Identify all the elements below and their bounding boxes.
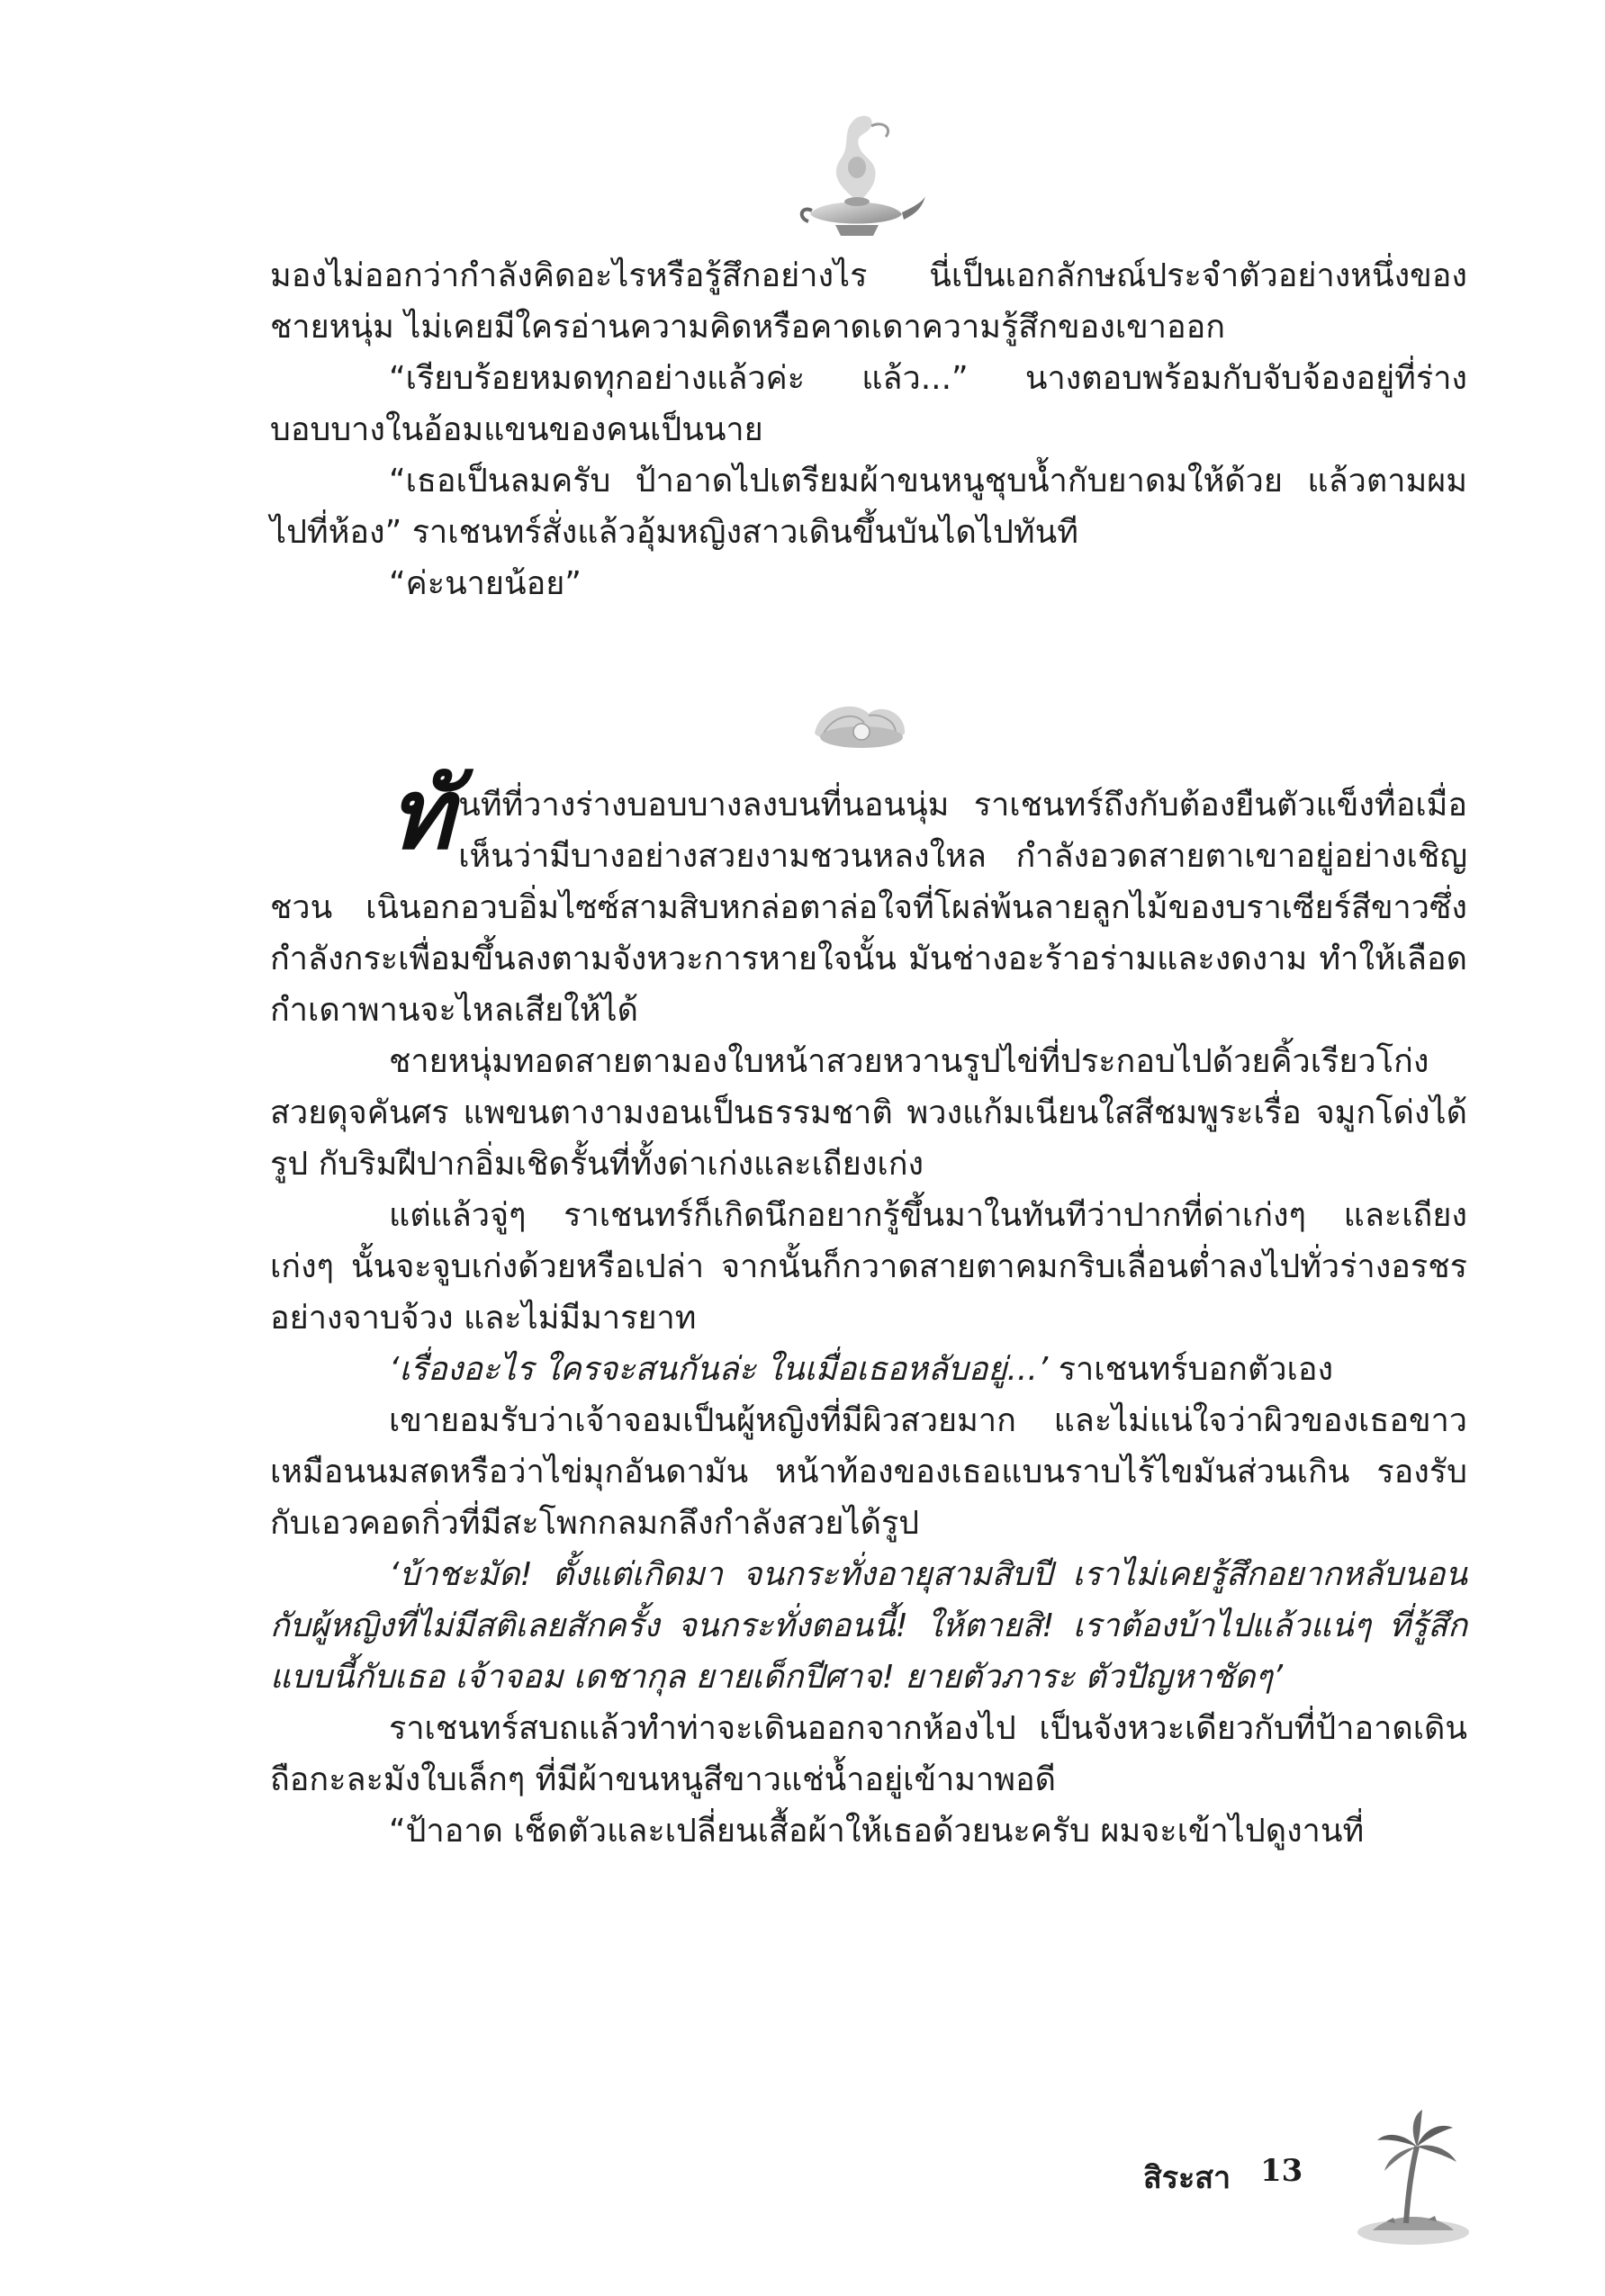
paragraph: “เธอเป็นลมครับ ป้าอาดไปเตรียมผ้าขนหนูชุบน้ำกับยาดมให้ด้วย แล้วตามผมไปที่ห้อง” ราเชนทร์สั่งแล้วอุ้มหญิงสาวเดินขึ้นบันไดไปทันที	[270, 463, 1467, 551]
palm-island-icon	[1341, 2106, 1476, 2250]
paragraph: แต่แล้วจู่ๆ ราเชนทร์ก็เกิดนึกอยากรู้ขึ้นมาในทันทีว่าปากที่ด่าเก่งๆ และเถียงเก่งๆ นั้นจะจูบเก่งด้วยหรือเปล่า จากนั้นก็กวาดสายตาคมกริบเลื่อนต่ำลงไปทั่วร่างอรชรอย่างจาบจ้วง และไม่มีมารยาท	[270, 1197, 1467, 1337]
text-block-main	[270, 758, 1467, 1857]
paragraph: “ค่ะนายน้อย”	[389, 565, 582, 602]
paragraph: “เรียบร้อยหมดทุกอย่างแล้วค่ะ แล้ว...” นางตอบพร้อมกับจับจ้องอยู่ที่ร่างบอบบางในอ้อมแขนของคนเป็นนาย	[270, 360, 1467, 448]
paragraph: เขายอมรับว่าเจ้าจอมเป็นผู้หญิงที่มีผิวสวยมาก และไม่แน่ใจว่าผิวของเธอขาวเหมือนนมสดหรือว่าไข่มุกอันดามัน หน้าท้องของเธอแบนราบไร้ไขมันส่วนเกิน รองรับกับเอวคอดกิ่วที่มีสะโพกกลมกลึงกำลังสวยได้รูป	[270, 1402, 1467, 1542]
genie-lamp-icon	[792, 108, 927, 252]
paragraph: มองไม่ออกว่ากำลังคิดอะไรหรือรู้สึกอย่างไร นี่เป็นเอกลักษณ์ประจำตัวอย่างหนึ่งของชายหนุ่ม ไม่เคยมีใครอ่านความคิดหรือคาดเดาความรู้สึกของเขาออก	[270, 257, 1467, 346]
pearl-shell-icon	[806, 698, 914, 761]
inner-thought-paragraph: ‘บ้าชะมัด! ตั้งแต่เกิดมา จนกระทั่งอายุสามสิบปี เราไม่เคยรู้สึกอยากหลับนอนกับผู้หญิงที่ไม่มีสติเลยสักครั้ง จนกระทั่งตอนนี้! ให้ตายสิ! เราต้องบ้าไปแล้วแน่ๆ ที่รู้สึกแบบนี้กับเธอ เจ้าจอม เดชากุล ยายเด็กปีศาจ! ยายตัวภาระ ตัวปัญหาชัดๆ’	[270, 1556, 1467, 1696]
drop-cap: ทั	[389, 758, 454, 871]
footer-book-title: สิระสา	[1143, 2160, 1231, 2196]
paragraph-dropcap	[270, 758, 1467, 1036]
paragraph-text: นทีที่วางร่างบอบบางลงบนที่นอนนุ่ม ราเชนทร์ถึงกับต้องยืนตัวแข็งทื่อเมื่อเห็นว่ามีบางอย่างสวยงามชวนหลงใหล กำลังอวดสายตาเขาอยู่อย่างเชิญชวน เนินอกอวบอิ่มไซซ์สามสิบหกล่อตาล่อใจที่โผล่พ้นลายลูกไม้ของบราเซียร์สีขาวซึ่งกำลังกระเพื่อมขึ้นลงตามจังหวะการหายใจนั้น มันช่างอะร้าอร่ามและงดงาม ทำให้เลือดกำเดาพานจะไหลเสียให้ได้	[270, 787, 1467, 1029]
text-block-top	[270, 250, 1467, 609]
page-number: 13	[1260, 2153, 1303, 2189]
paragraph: ราเชนทร์สบถแล้วทำท่าจะเดินออกจากห้องไป เป็นจังหวะเดียวกับที่ป้าอาดเดินถือกะละมังใบเล็กๆ ที่มีผ้าขนหนูสีขาวแช่น้ำอยู่เข้ามาพอดี	[270, 1710, 1467, 1798]
paragraph: ชายหนุ่มทอดสายตามองใบหน้าสวยหวานรูปไข่ที่ประกอบไปด้วยคิ้วเรียวโก่งสวยดุจคันศร แพขนตางามงอนเป็นธรรมชาติ พวงแก้มเนียนใสสีชมพูระเรื่อ จมูกโด่งได้รูป กับริมฝีปากอิ่มเชิดรั้นที่ทั้งด่าเก่งและเถียงเก่ง	[270, 1043, 1467, 1183]
paragraph	[270, 1344, 1467, 1395]
paragraph-text: ราเชนทร์บอกตัวเอง	[1048, 1351, 1334, 1388]
paragraph: “ป้าอาด เช็ดตัวและเปลี่ยนเสื้อผ้าให้เธอด้วยนะครับ ผมจะเข้าไปดูงานที่	[389, 1813, 1365, 1850]
inner-thought: ‘เรื่องอะไร ใครจะสนกันล่ะ ในเมื่อเธอหลับอยู่...’	[389, 1351, 1049, 1388]
